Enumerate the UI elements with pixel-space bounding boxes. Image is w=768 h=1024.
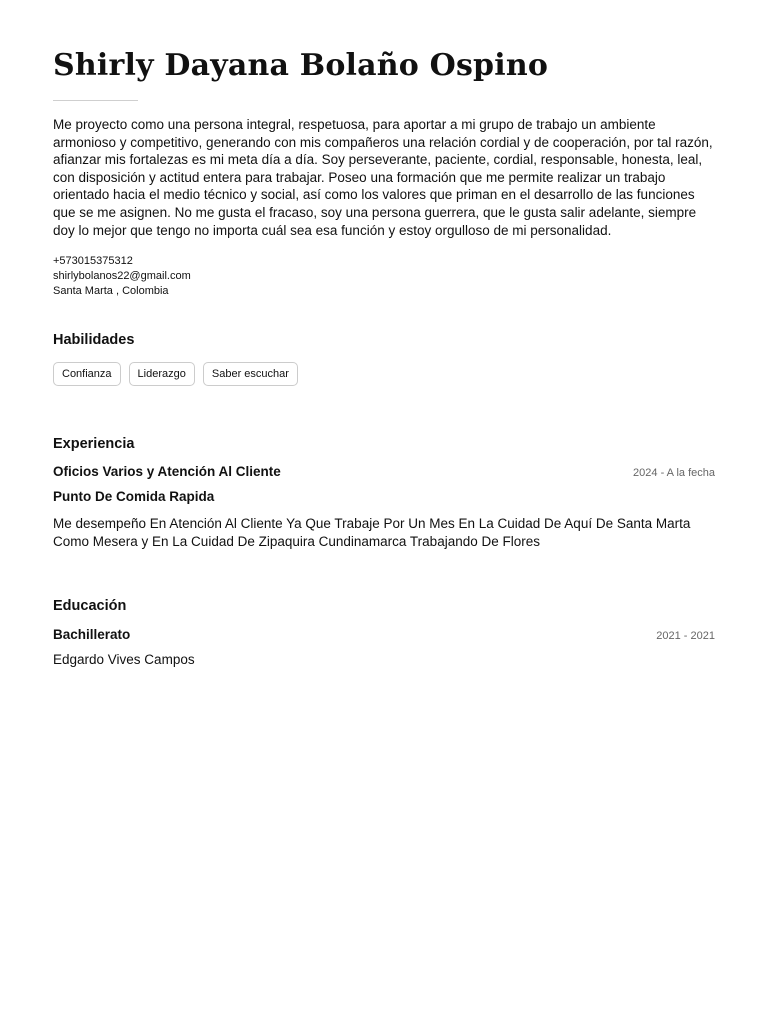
skill-chip: Confianza [53, 362, 121, 386]
experience-entry-header [53, 464, 715, 479]
candidate-name: Shirly Dayana Bolaño Ospino [53, 48, 549, 83]
contact-email: shirlybolanos22@gmail.com [53, 270, 191, 282]
contact-location: Santa Marta , Colombia [53, 285, 169, 297]
header-divider [53, 100, 138, 101]
experience-company: Punto De Comida Rapida [53, 489, 215, 504]
experience-role: Oficios Varios y Atención Al Cliente [53, 464, 281, 479]
contact-phone: +573015375312 [53, 255, 133, 267]
education-entry-header [53, 627, 715, 642]
skill-chip: Liderazgo [129, 362, 195, 386]
education-degree: Bachillerato [53, 627, 131, 642]
contact-info [53, 254, 191, 299]
experience-dates: 2024 - A la fecha [633, 467, 715, 479]
skills-section-title: Habilidades [53, 332, 135, 348]
skills-list [53, 362, 298, 386]
skill-chip: Saber escuchar [203, 362, 298, 386]
experience-description: Me desempeño En Atención Al Cliente Ya Que Trabaje Por Un Mes En La Cuidad De Aquí De Santa Marta Como Mesera y En La Cuidad De Zipaquira Cundinamarca Trabajando De Flores [53, 516, 691, 549]
profile-summary: Me proyecto como una persona integral, respetuosa, para aportar a mi grupo de trabajo un ambiente armonioso y competitivo, generando con mis compañeros una relación cordial y de cooperación, por tal razón, afianzar mis fortalezas es mi meta día a día. Soy perseverante, paciente, cordial, responsable, honesta, leal, con disposición y actitud entera para trabajar. Poseo una formación que me permite realizar un trabajo orientado hacia el medio técnico y social, así como los valores que priman en el desarrollo de las funciones que se me asignen. No me gusta el fracaso, soy una persona guerrera, que le gusta salir adelante, siempre doy lo mejor que tengo no importa cuál sea esa función y estoy orgulloso de mi personalidad. [53, 117, 713, 238]
education-dates: 2021 - 2021 [656, 630, 715, 642]
experience-section-title: Experiencia [53, 436, 135, 452]
education-section-title: Educación [53, 598, 127, 614]
education-school: Edgardo Vives Campos [53, 652, 195, 667]
